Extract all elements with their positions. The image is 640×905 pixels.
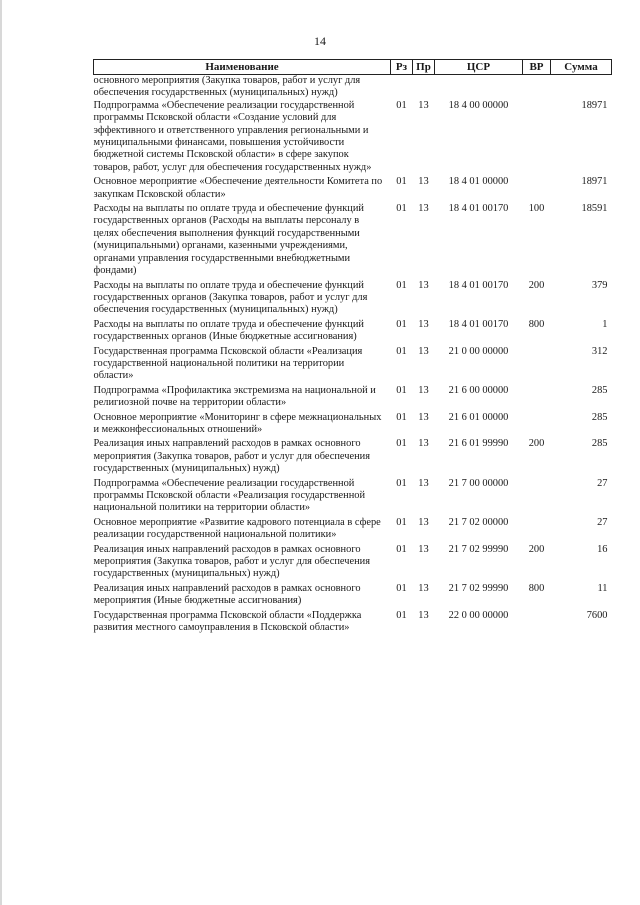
cell-vr: 800 [528, 582, 545, 594]
cell-name: Подпрограмма «Обеспечение реализации государственной программы Псковской области «Реализация государственной национальной политики на территории области» [93, 477, 366, 514]
cell-pr: 13 [418, 516, 429, 528]
cell-vr [523, 478, 551, 517]
cell-csr: 18 4 01 00170 [448, 318, 509, 330]
cell-rz: 01 [396, 203, 407, 215]
cell-pr: 13 [418, 543, 429, 555]
table-row [94, 346, 612, 385]
cell-rz: 01 [396, 543, 407, 555]
cell-vr: 200 [528, 543, 545, 555]
cell-sum: 27 [597, 477, 608, 489]
table-row [94, 517, 612, 544]
cell-vr: 800 [528, 318, 545, 330]
cell-rz: 01 [396, 99, 407, 111]
cell-sum: 7600 [586, 609, 608, 621]
cell-csr: 21 7 02 99990 [448, 543, 509, 555]
cell-csr: 21 0 00 00000 [448, 345, 509, 357]
column-header-pr: Пр [413, 60, 435, 75]
cell-sum: 285 [591, 384, 608, 396]
cell-sum: 285 [591, 438, 608, 450]
cell-vr: 200 [528, 438, 545, 450]
table-row [94, 319, 612, 346]
cell-sum: 18971 [581, 99, 608, 111]
cell-name: Основное мероприятие «Обеспечение деятельности Комитета по закупкам Псковской области» [93, 176, 383, 200]
cell-vr [523, 610, 551, 637]
cell-vr [523, 412, 551, 439]
cell-rz: 01 [396, 411, 407, 423]
cell-pr: 13 [418, 176, 429, 188]
cell-rz: 01 [396, 279, 407, 291]
cell-vr [523, 100, 551, 176]
cell-csr: 21 6 01 99990 [448, 438, 509, 450]
table-row [94, 385, 612, 412]
cell-csr: 21 7 02 00000 [448, 516, 509, 528]
table-row [94, 544, 612, 583]
table-row [94, 280, 612, 319]
continuation-text: основного мероприятия (Закупка товаров, работ и услуг для обеспечения государственных (муниципальных) нужд) [93, 75, 361, 99]
cell-name: Расходы на выплаты по оплате труда и обеспечение функций государственных органов (Закупка товаров, работ и услуг для обеспечения государственных (муниципальных) нужд) [93, 279, 368, 316]
cell-name: Основное мероприятие «Мониторинг в сфере межнациональных и межконфессиональных отношений» [93, 411, 382, 435]
cell-pr: 13 [418, 438, 429, 450]
cell-pr: 13 [418, 279, 429, 291]
table-header-row [94, 60, 612, 75]
cell-sum: 18591 [581, 203, 608, 215]
cell-name: Государственная программа Псковской области «Реализация государственной национальной политики на территории области» [93, 345, 363, 382]
cell-rz: 01 [396, 176, 407, 188]
cell-rz: 01 [396, 438, 407, 450]
cell-pr: 13 [418, 477, 429, 489]
cell-rz: 01 [396, 384, 407, 396]
cell-sum: 1 [602, 318, 608, 330]
cell-rz: 01 [396, 345, 407, 357]
cell-sum: 285 [591, 411, 608, 423]
cell-vr [523, 346, 551, 385]
column-header-name: Наименование [94, 60, 391, 75]
cell-sum: 312 [591, 345, 608, 357]
cell-name: Подпрограмма «Обеспечение реализации государственной программы Псковской области «Создание условий для эффективного и ответственного управления региональными и муниципальными финансами, повышения устойчивости бюджетной системы Псковской области» в сфере закупок товаров, работ, услуг для обеспечения государственных нужд» [93, 99, 372, 173]
cell-name: Реализация иных направлений расходов в рамках основного мероприятия (Закупка товаров, работ и услуг для обеспечения государственных (муниципальных) нужд) [93, 543, 370, 580]
table-row [94, 176, 612, 203]
cell-sum: 27 [597, 516, 608, 528]
cell-name: Расходы на выплаты по оплате труда и обеспечение функций государственных органов (Расходы на выплаты персоналу в целях обеспечения выполнения функций государственными (муниципальными) органами, казенными учреждениями, органами управления государственными внебюджетными фондами) [93, 203, 364, 277]
cell-name: Реализация иных направлений расходов в рамках основного мероприятия (Закупка товаров, работ и услуг для обеспечения государственных (муниципальных) нужд) [93, 438, 370, 475]
cell-csr: 18 4 01 00000 [448, 176, 509, 188]
cell-pr: 13 [418, 582, 429, 594]
cell-csr: 21 6 01 00000 [448, 411, 509, 423]
column-header-rz: Рз [391, 60, 413, 75]
table-row [94, 438, 612, 477]
cell-pr: 13 [418, 318, 429, 330]
table-row [94, 583, 612, 610]
cell-csr: 18 4 01 00170 [448, 203, 509, 215]
column-header-vr: ВР [523, 60, 551, 75]
table-row [94, 610, 612, 637]
cell-csr: 21 6 00 00000 [448, 384, 509, 396]
cell-name: Реализация иных направлений расходов в рамках основного мероприятия (Иные бюджетные ассигнования) [93, 582, 361, 607]
cell-pr: 13 [418, 609, 429, 621]
cell-pr: 13 [418, 203, 429, 215]
cell-vr [523, 517, 551, 544]
cell-sum: 16 [597, 543, 608, 555]
cell-sum: 379 [591, 279, 608, 291]
cell-csr: 22 0 00 00000 [448, 609, 509, 621]
cell-name: Основное мероприятие «Развитие кадрового потенциала в сфере реализации государственной национальной политики» [93, 516, 381, 541]
cell-name: Государственная программа Псковской области «Поддержка развития местного самоуправления в Псковской области» [93, 609, 362, 634]
table-row [94, 100, 612, 176]
cell-pr: 13 [418, 411, 429, 423]
cell-sum: 11 [597, 582, 608, 594]
page-number: 14 [314, 34, 326, 48]
cell-csr: 21 7 00 00000 [448, 477, 509, 489]
column-header-sum: Сумма [551, 60, 612, 75]
cell-pr: 13 [418, 345, 429, 357]
table-row [94, 412, 612, 439]
budget-table [93, 59, 612, 636]
cell-vr [523, 385, 551, 412]
table-row [94, 203, 612, 279]
scan-edge [0, 0, 2, 905]
cell-pr: 13 [418, 384, 429, 396]
cell-vr: 200 [528, 279, 545, 291]
cell-pr: 13 [418, 99, 429, 111]
table-row [94, 478, 612, 517]
cell-csr: 18 4 01 00170 [448, 279, 509, 291]
cell-csr: 21 7 02 99990 [448, 582, 509, 594]
cell-vr: 100 [528, 203, 545, 215]
column-header-csr: ЦСР [435, 60, 523, 75]
cell-name: Подпрограмма «Профилактика экстремизма на национальной и религиозной почве на территории области» [93, 384, 376, 409]
cell-rz: 01 [396, 609, 407, 621]
cell-csr: 18 4 00 00000 [448, 99, 509, 111]
cell-rz: 01 [396, 582, 407, 594]
cell-name: Расходы на выплаты по оплате труда и обеспечение функций государственных органов (Иные бюджетные ассигнования) [93, 318, 364, 343]
cell-rz: 01 [396, 477, 407, 489]
cell-vr [523, 176, 551, 203]
cell-rz: 01 [396, 516, 407, 528]
cell-sum: 18971 [581, 176, 608, 188]
cell-rz: 01 [396, 318, 407, 330]
continuation-row [94, 75, 612, 100]
